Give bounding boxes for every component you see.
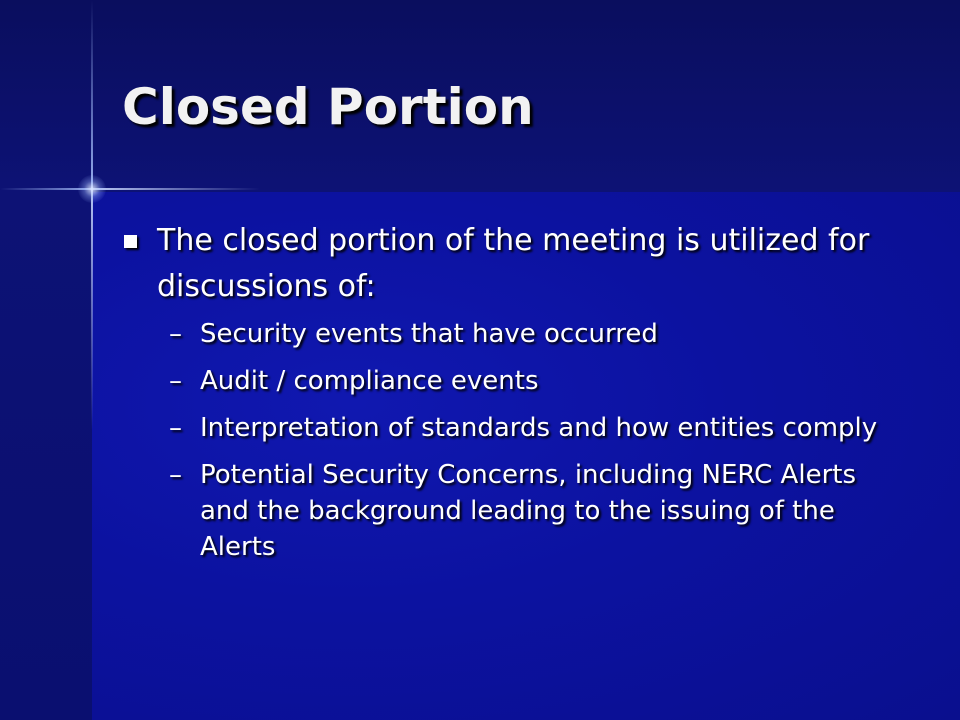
square-bullet-icon	[124, 235, 137, 248]
dash-bullet-icon: –	[169, 366, 182, 396]
sub-bullet-text: Security events that have occurred	[200, 319, 658, 349]
left-band	[0, 192, 92, 720]
slide-title: Closed Portion	[122, 78, 534, 136]
sub-bullet-item	[122, 410, 902, 446]
dash-bullet-icon: –	[169, 319, 182, 349]
star-flare-vertical	[91, 0, 93, 430]
sub-bullet-item	[122, 316, 902, 352]
sub-bullet-text: Interpretation of standards and how entities comply	[200, 413, 878, 443]
star-flare-horizontal	[0, 188, 260, 190]
sub-bullet-list	[122, 316, 902, 565]
dash-bullet-icon: –	[169, 460, 182, 490]
bullet-item	[122, 218, 902, 310]
sub-bullet-item	[122, 457, 902, 565]
slide-body	[122, 218, 902, 576]
dash-bullet-icon: –	[169, 413, 182, 443]
sub-bullet-text: Audit / compliance events	[200, 366, 539, 396]
sub-bullet-item	[122, 363, 902, 399]
bullet-text: The closed portion of the meeting is utilized for discussions of:	[157, 223, 870, 304]
sub-bullet-text: Potential Security Concerns, including NERC Alerts and the background leading to the issuing of the Alerts	[200, 460, 856, 562]
star-sparkle-icon	[78, 175, 106, 203]
